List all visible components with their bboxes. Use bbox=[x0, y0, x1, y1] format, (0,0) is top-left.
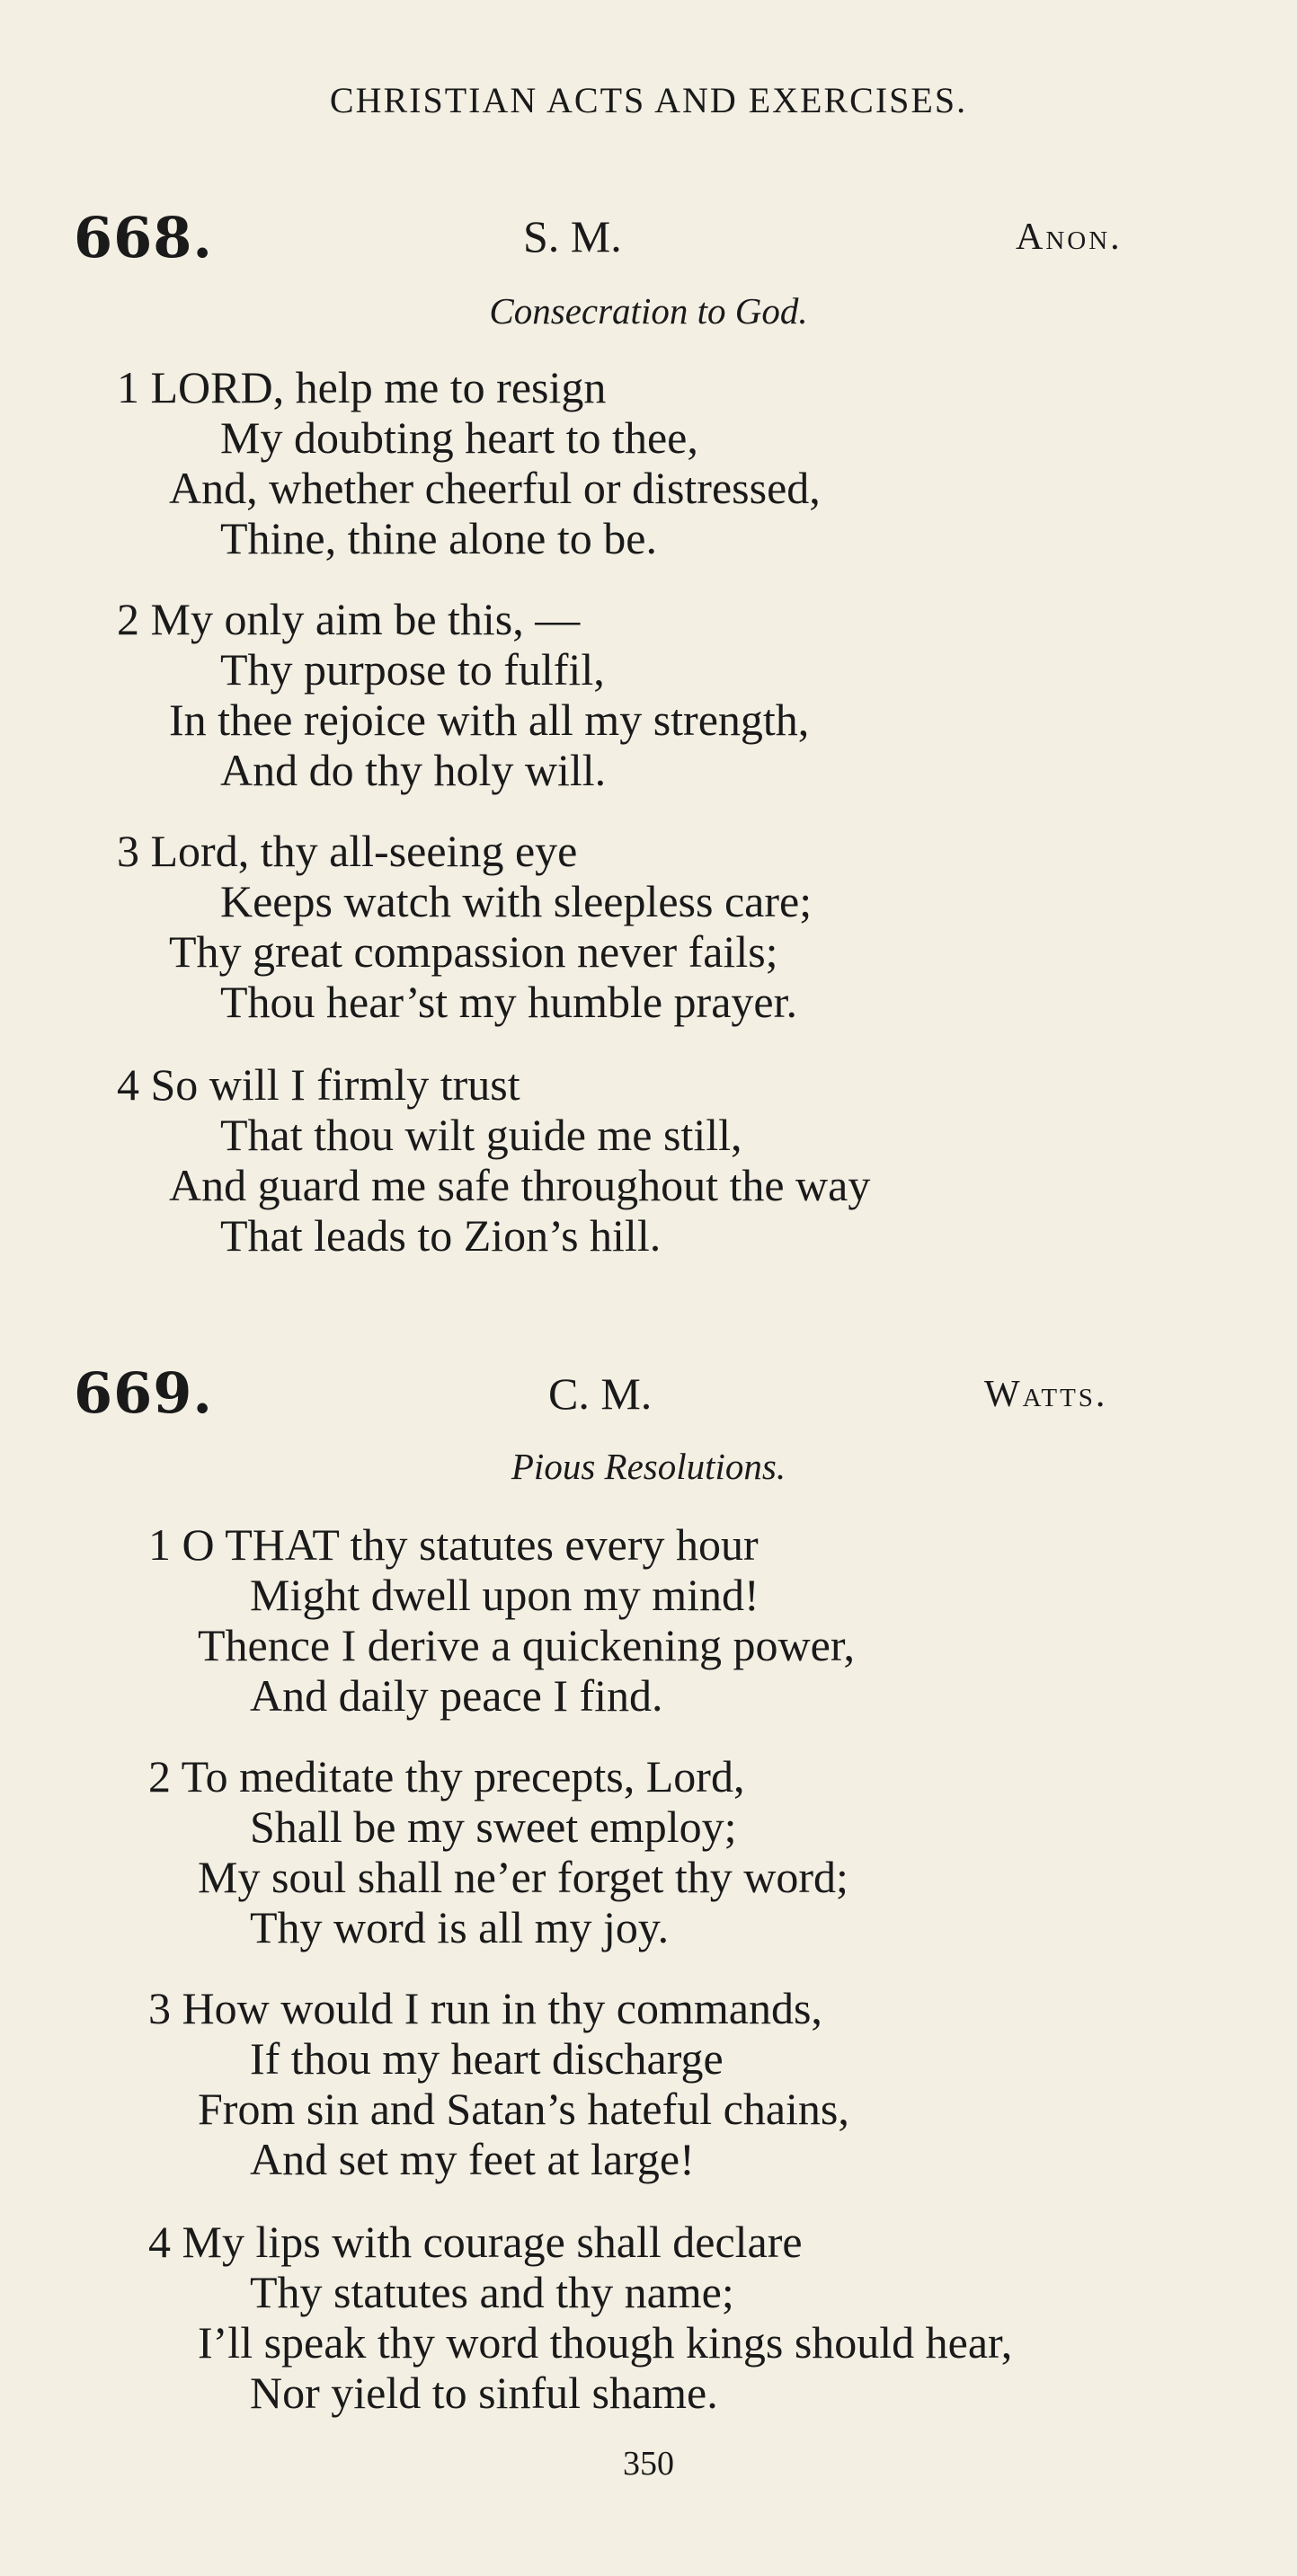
running-head: CHRISTIAN ACTS AND EXERCISES. bbox=[329, 80, 968, 120]
stanza-line: That leads to Zion’s hill. bbox=[220, 1210, 662, 1261]
stanza-line: 3 How would I run in thy commands, bbox=[148, 1983, 822, 2033]
stanza-line: 2 To meditate thy precepts, Lord, bbox=[148, 1751, 745, 1801]
page-number: 350 bbox=[623, 2445, 674, 2483]
stanza-line: And do thy holy will. bbox=[220, 745, 607, 795]
stanza-line: 4 My lips with courage shall declare bbox=[148, 2217, 803, 2267]
stanza-line: My soul shall ne’er forget thy word; bbox=[198, 1852, 848, 1902]
stanza-line: 1 O THAT thy statutes every hour bbox=[148, 1519, 759, 1570]
hymn-author: Watts. bbox=[984, 1374, 1108, 1415]
hymn-subject: Consecration to God. bbox=[489, 290, 808, 332]
hymn-meter: C. M. bbox=[548, 1368, 653, 1419]
stanza-line: If thou my heart discharge bbox=[250, 2033, 724, 2084]
stanza-line: From sin and Satan’s hateful chains, bbox=[198, 2084, 849, 2134]
stanza-line: That thou wilt guide me still, bbox=[220, 1110, 742, 1160]
hymn-meter: S. M. bbox=[523, 211, 622, 261]
stanza-line: Might dwell upon my mind! bbox=[250, 1570, 760, 1620]
hymn-author: Anon. bbox=[1016, 217, 1123, 258]
stanza-line: 3 Lord, thy all-seeing eye bbox=[117, 826, 578, 876]
stanza-line: And set my feet at large! bbox=[250, 2134, 695, 2184]
stanza-line: Thine, thine alone to be. bbox=[220, 513, 657, 563]
stanza-line: In thee rejoice with all my strength, bbox=[169, 695, 810, 745]
stanza-line: My doubting heart to thee, bbox=[220, 412, 698, 463]
stanza-line: I’ll speak thy word though kings should hear, bbox=[198, 2317, 1013, 2368]
hymn-number: 669. bbox=[74, 1360, 214, 1426]
stanza-line: Thy word is all my joy. bbox=[250, 1902, 670, 1952]
hymn-number: 668. bbox=[74, 205, 214, 270]
stanza-line: Nor yield to sinful shame. bbox=[250, 2368, 718, 2418]
stanza-line: Thou hear’st my humble prayer. bbox=[220, 977, 797, 1027]
stanza-line: 4 So will I firmly trust bbox=[117, 1059, 520, 1110]
stanza-line: Thy statutes and thy name; bbox=[250, 2267, 734, 2317]
stanza-line: And daily peace I find. bbox=[250, 1670, 663, 1721]
stanza-line: 1 LORD, help me to resign bbox=[117, 362, 607, 412]
stanza-line: Keeps watch with sleepless care; bbox=[220, 876, 813, 926]
hymn-subject: Pious Resolutions. bbox=[511, 1446, 786, 1487]
stanza-line: Shall be my sweet employ; bbox=[250, 1801, 737, 1852]
stanza-line: And guard me safe throughout the way bbox=[169, 1160, 871, 1210]
stanza-line: Thence I derive a quickening power, bbox=[198, 1620, 856, 1670]
stanza-line: And, whether cheerful or distressed, bbox=[169, 463, 821, 513]
stanza-line: Thy purpose to fulfil, bbox=[220, 644, 605, 695]
stanza-line: 2 My only aim be this, — bbox=[117, 594, 581, 644]
stanza-line: Thy great compassion never fails; bbox=[169, 926, 778, 977]
